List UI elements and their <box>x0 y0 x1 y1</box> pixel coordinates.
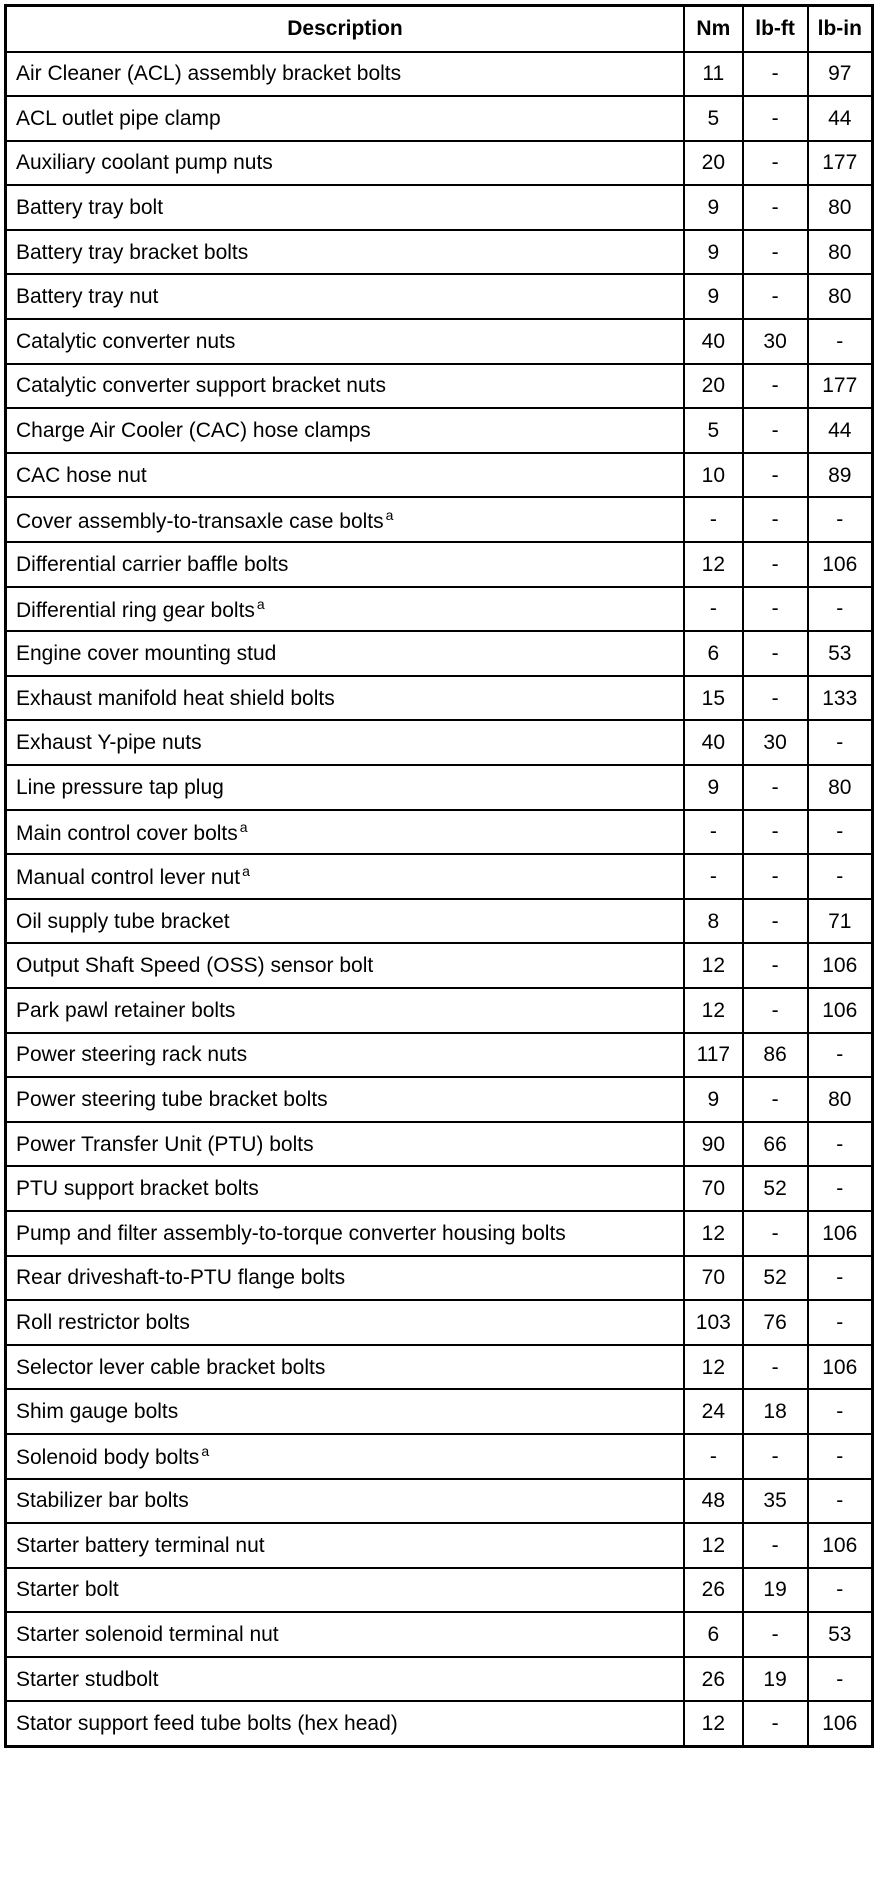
row-nm-value: - <box>684 810 743 855</box>
row-description <box>6 230 685 275</box>
table-row <box>6 497 873 542</box>
row-description <box>6 274 685 319</box>
table-row <box>6 1211 873 1256</box>
description-text: Battery tray nut <box>16 285 159 309</box>
row-lb-ft-value: - <box>743 1211 808 1256</box>
row-lb-ft-value: - <box>743 854 808 899</box>
description-text: Air Cleaner (ACL) assembly bracket bolts <box>16 62 402 86</box>
row-nm-value: 103 <box>684 1300 743 1345</box>
table-row <box>6 542 873 587</box>
row-nm-value: 70 <box>684 1166 743 1211</box>
row-lb-ft-value: - <box>743 631 808 676</box>
row-lb-ft-value: - <box>743 96 808 141</box>
row-lb-ft-value: - <box>743 408 808 453</box>
table-row <box>6 1612 873 1657</box>
row-lb-ft-value: - <box>743 185 808 230</box>
row-lb-in-value: - <box>808 1568 873 1613</box>
table-row <box>6 1523 873 1568</box>
row-lb-in-value: 106 <box>808 1211 873 1256</box>
row-description <box>6 1657 685 1702</box>
description-text: CAC hose nut <box>16 463 147 487</box>
row-lb-in-value: 80 <box>808 274 873 319</box>
row-lb-ft-value: - <box>743 453 808 498</box>
row-lb-in-value: 53 <box>808 1612 873 1657</box>
description-text: Starter studbolt <box>16 1667 159 1691</box>
row-lb-in-value: 106 <box>808 1701 873 1746</box>
row-lb-in-value: 89 <box>808 453 873 498</box>
description-text: Exhaust manifold heat shield bolts <box>16 686 335 710</box>
row-description <box>6 1033 685 1078</box>
table-row <box>6 364 873 409</box>
row-description <box>6 765 685 810</box>
row-lb-ft-value: - <box>743 274 808 319</box>
row-lb-in-value: 53 <box>808 631 873 676</box>
table-row <box>6 52 873 97</box>
row-lb-in-value: - <box>808 1657 873 1702</box>
table-row <box>6 1122 873 1167</box>
row-lb-in-value: 106 <box>808 943 873 988</box>
description-text: Oil supply tube bracket <box>16 909 230 933</box>
footnote-marker: a <box>239 818 248 835</box>
description-text: Differential carrier baffle bolts <box>16 552 289 576</box>
footnote-marker: a <box>256 595 265 612</box>
row-lb-ft-value: - <box>743 52 808 97</box>
row-lb-in-value: 80 <box>808 1077 873 1122</box>
row-lb-in-value: - <box>808 1033 873 1078</box>
table-row <box>6 1434 873 1479</box>
description-text: Differential ring gear bolts <box>16 598 255 622</box>
row-lb-ft-value: - <box>743 1345 808 1390</box>
row-nm-value: 26 <box>684 1568 743 1613</box>
table-row <box>6 720 873 765</box>
row-lb-in-value: 80 <box>808 230 873 275</box>
row-nm-value: 12 <box>684 1523 743 1568</box>
description-text: Rear driveshaft-to-PTU flange bolts <box>16 1266 346 1290</box>
row-nm-value: 11 <box>684 52 743 97</box>
row-description <box>6 587 685 632</box>
row-nm-value: 12 <box>684 542 743 587</box>
row-nm-value: 15 <box>684 676 743 721</box>
row-description <box>6 1122 685 1167</box>
row-nm-value: 6 <box>684 1612 743 1657</box>
row-nm-value: 70 <box>684 1256 743 1301</box>
row-lb-ft-value: 30 <box>743 319 808 364</box>
footnote-marker: a <box>385 506 394 523</box>
row-lb-in-value: - <box>808 810 873 855</box>
row-lb-ft-value: 66 <box>743 1122 808 1167</box>
row-description <box>6 1211 685 1256</box>
table-row <box>6 854 873 899</box>
row-description <box>6 1166 685 1211</box>
table-row <box>6 96 873 141</box>
row-nm-value: 90 <box>684 1122 743 1167</box>
row-lb-ft-value: - <box>743 364 808 409</box>
description-text: Battery tray bracket bolts <box>16 240 249 264</box>
row-description <box>6 453 685 498</box>
row-lb-in-value: - <box>808 1166 873 1211</box>
description-text: Cover assembly-to-transaxle case bolts <box>16 509 384 533</box>
table-body <box>6 52 873 1747</box>
description-text: ACL outlet pipe clamp <box>16 106 221 130</box>
description-text: Catalytic converter nuts <box>16 329 236 353</box>
description-text: Park pawl retainer bolts <box>16 998 236 1022</box>
table-header <box>6 6 873 52</box>
description-text: Power Transfer Unit (PTU) bolts <box>16 1132 314 1156</box>
row-lb-ft-value: - <box>743 141 808 186</box>
description-text: Shim gauge bolts <box>16 1400 179 1424</box>
row-lb-ft-value: - <box>743 497 808 542</box>
row-nm-value: - <box>684 1434 743 1479</box>
row-description <box>6 810 685 855</box>
row-description <box>6 1612 685 1657</box>
row-lb-in-value: - <box>808 854 873 899</box>
row-description <box>6 141 685 186</box>
row-nm-value: 26 <box>684 1657 743 1702</box>
row-lb-in-value: 44 <box>808 408 873 453</box>
table-row <box>6 319 873 364</box>
row-lb-ft-value: - <box>743 230 808 275</box>
table-row <box>6 230 873 275</box>
description-text: Starter battery terminal nut <box>16 1533 265 1557</box>
row-lb-in-value: 44 <box>808 96 873 141</box>
table-row <box>6 185 873 230</box>
table-row <box>6 1166 873 1211</box>
table-row <box>6 1568 873 1613</box>
row-lb-in-value: - <box>808 1256 873 1301</box>
row-description <box>6 720 685 765</box>
row-description <box>6 319 685 364</box>
header-lb-in: lb-in <box>808 6 873 52</box>
row-lb-in-value: - <box>808 1479 873 1524</box>
row-lb-ft-value: 52 <box>743 1166 808 1211</box>
row-description <box>6 185 685 230</box>
row-lb-ft-value: - <box>743 943 808 988</box>
torque-specification-table <box>4 4 874 1748</box>
row-lb-ft-value: - <box>743 899 808 944</box>
description-text: Engine cover mounting stud <box>16 642 277 666</box>
row-lb-in-value: 106 <box>808 1345 873 1390</box>
row-nm-value: 40 <box>684 720 743 765</box>
table-row <box>6 810 873 855</box>
row-lb-in-value: - <box>808 1122 873 1167</box>
row-lb-ft-value: 52 <box>743 1256 808 1301</box>
table-row <box>6 1389 873 1434</box>
row-lb-in-value: 97 <box>808 52 873 97</box>
table-row <box>6 1701 873 1746</box>
row-nm-value: 6 <box>684 631 743 676</box>
row-lb-ft-value: - <box>743 810 808 855</box>
row-lb-in-value: 106 <box>808 542 873 587</box>
description-text: PTU support bracket bolts <box>16 1177 259 1201</box>
row-description <box>6 1434 685 1479</box>
row-lb-ft-value: - <box>743 1612 808 1657</box>
row-lb-in-value: - <box>808 1300 873 1345</box>
row-lb-in-value: 80 <box>808 185 873 230</box>
table-row <box>6 141 873 186</box>
row-nm-value: 12 <box>684 988 743 1033</box>
table-row <box>6 408 873 453</box>
row-lb-in-value: 80 <box>808 765 873 810</box>
description-text: Main control cover bolts <box>16 821 238 845</box>
row-lb-in-value: 106 <box>808 1523 873 1568</box>
row-lb-ft-value: - <box>743 1701 808 1746</box>
table-row <box>6 899 873 944</box>
row-lb-in-value: 177 <box>808 364 873 409</box>
row-description <box>6 497 685 542</box>
row-lb-in-value: 106 <box>808 988 873 1033</box>
row-description <box>6 1523 685 1568</box>
header-row <box>6 6 873 52</box>
table-row <box>6 676 873 721</box>
row-nm-value: 12 <box>684 943 743 988</box>
row-nm-value: 9 <box>684 765 743 810</box>
description-text: Stator support feed tube bolts (hex head) <box>16 1712 398 1736</box>
row-nm-value: 48 <box>684 1479 743 1524</box>
row-lb-ft-value: - <box>743 542 808 587</box>
row-description <box>6 1701 685 1746</box>
description-text: Manual control lever nut <box>16 866 241 890</box>
row-description <box>6 1568 685 1613</box>
row-description <box>6 52 685 97</box>
header-description: Description <box>6 6 685 52</box>
table-row <box>6 1300 873 1345</box>
table-row <box>6 274 873 319</box>
row-description <box>6 1479 685 1524</box>
description-text: Stabilizer bar bolts <box>16 1489 189 1513</box>
table-row <box>6 1033 873 1078</box>
row-lb-ft-value: - <box>743 587 808 632</box>
row-lb-in-value: 177 <box>808 141 873 186</box>
table-row <box>6 943 873 988</box>
row-description <box>6 1345 685 1390</box>
row-description <box>6 631 685 676</box>
row-nm-value: 12 <box>684 1211 743 1256</box>
row-lb-in-value: 133 <box>808 676 873 721</box>
row-nm-value: 40 <box>684 319 743 364</box>
row-lb-ft-value: 19 <box>743 1657 808 1702</box>
table-row <box>6 453 873 498</box>
description-text: Catalytic converter support bracket nuts <box>16 374 387 398</box>
row-lb-ft-value: 30 <box>743 720 808 765</box>
row-nm-value: 9 <box>684 274 743 319</box>
description-text: Exhaust Y-pipe nuts <box>16 731 202 755</box>
description-text: Starter bolt <box>16 1578 119 1602</box>
row-nm-value: 24 <box>684 1389 743 1434</box>
row-nm-value: 10 <box>684 453 743 498</box>
row-lb-ft-value: - <box>743 1523 808 1568</box>
row-nm-value: 8 <box>684 899 743 944</box>
row-lb-in-value: - <box>808 1389 873 1434</box>
row-nm-value: - <box>684 854 743 899</box>
description-text: Selector lever cable bracket bolts <box>16 1355 326 1379</box>
row-description <box>6 899 685 944</box>
footnote-marker: a <box>242 863 250 880</box>
row-description <box>6 854 685 899</box>
table-row <box>6 988 873 1033</box>
row-lb-in-value: 71 <box>808 899 873 944</box>
row-lb-in-value: - <box>808 319 873 364</box>
row-lb-ft-value: - <box>743 1434 808 1479</box>
row-description <box>6 1300 685 1345</box>
table-row <box>6 1345 873 1390</box>
table-row <box>6 1256 873 1301</box>
row-description <box>6 96 685 141</box>
row-description <box>6 542 685 587</box>
row-lb-ft-value: 86 <box>743 1033 808 1078</box>
header-lb-ft: lb-ft <box>743 6 808 52</box>
row-description <box>6 1389 685 1434</box>
description-text: Roll restrictor bolts <box>16 1310 190 1334</box>
row-description <box>6 1256 685 1301</box>
row-nm-value: 20 <box>684 364 743 409</box>
row-description <box>6 988 685 1033</box>
header-nm: Nm <box>684 6 743 52</box>
description-text: Charge Air Cooler (CAC) hose clamps <box>16 419 371 443</box>
row-nm-value: - <box>684 587 743 632</box>
row-nm-value: 5 <box>684 408 743 453</box>
row-description <box>6 943 685 988</box>
row-description <box>6 364 685 409</box>
table-row <box>6 1657 873 1702</box>
description-text: Pump and filter assembly-to-torque converter housing bolts <box>16 1221 566 1245</box>
description-text: Auxiliary coolant pump nuts <box>16 151 273 175</box>
table-row <box>6 1077 873 1122</box>
row-nm-value: 117 <box>684 1033 743 1078</box>
row-nm-value: 9 <box>684 185 743 230</box>
row-lb-ft-value: - <box>743 988 808 1033</box>
row-lb-ft-value: 19 <box>743 1568 808 1613</box>
row-lb-in-value: - <box>808 587 873 632</box>
row-nm-value: 12 <box>684 1701 743 1746</box>
row-nm-value: 20 <box>684 141 743 186</box>
row-nm-value: - <box>684 497 743 542</box>
table-row <box>6 765 873 810</box>
description-text: Power steering rack nuts <box>16 1043 248 1067</box>
table-row <box>6 587 873 632</box>
row-nm-value: 5 <box>684 96 743 141</box>
row-lb-in-value: - <box>808 1434 873 1479</box>
row-description <box>6 676 685 721</box>
row-description <box>6 1077 685 1122</box>
row-lb-ft-value: - <box>743 676 808 721</box>
row-lb-ft-value: 76 <box>743 1300 808 1345</box>
description-text: Line pressure tap plug <box>16 775 224 799</box>
row-nm-value: 9 <box>684 1077 743 1122</box>
description-text: Power steering tube bracket bolts <box>16 1087 328 1111</box>
row-nm-value: 12 <box>684 1345 743 1390</box>
footnote-marker: a <box>201 1443 210 1460</box>
row-description <box>6 408 685 453</box>
description-text: Solenoid body bolts <box>16 1446 200 1470</box>
row-lb-in-value: - <box>808 720 873 765</box>
row-lb-ft-value: - <box>743 765 808 810</box>
row-lb-ft-value: 35 <box>743 1479 808 1524</box>
table-row <box>6 631 873 676</box>
description-text: Starter solenoid terminal nut <box>16 1623 279 1647</box>
description-text: Battery tray bolt <box>16 196 164 220</box>
description-text: Output Shaft Speed (OSS) sensor bolt <box>16 954 374 978</box>
row-lb-ft-value: - <box>743 1077 808 1122</box>
row-lb-ft-value: 18 <box>743 1389 808 1434</box>
row-lb-in-value: - <box>808 497 873 542</box>
row-nm-value: 9 <box>684 230 743 275</box>
table-row <box>6 1479 873 1524</box>
